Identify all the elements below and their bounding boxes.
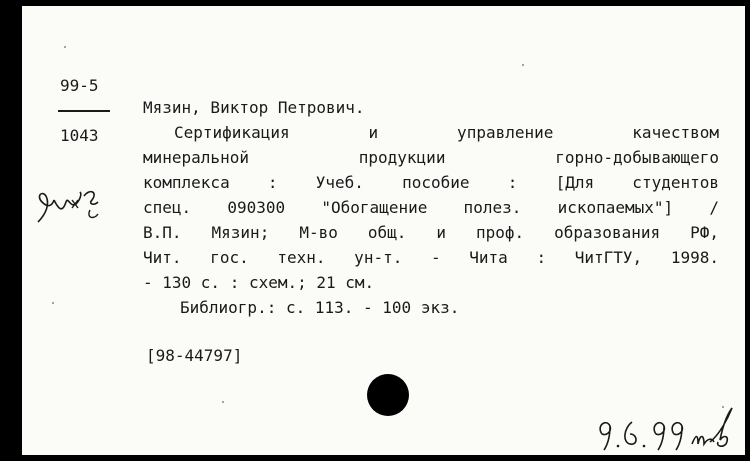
scan-speck (222, 401, 224, 403)
description-line-6: Чит. гос. техн. ун-т. - Чита : ЧитГТУ, 1998. (143, 248, 719, 267)
author-heading: Мязин, Виктор Петрович. (143, 98, 365, 117)
description-line-5: В.П. Мязин; М-во общ. и проф. образования РФ, (143, 223, 719, 242)
scan-speck (64, 46, 66, 48)
shelf-code: 99-5 (60, 76, 99, 95)
record-number: [98-44797] (146, 346, 243, 365)
description-line-7: - 130 с. : схем.; 21 см. (143, 273, 375, 292)
scan-speck (52, 302, 54, 304)
description-line-3: комплекса : Учеб. пособие : [Для студентов (143, 173, 719, 192)
handwritten-copies-mark (32, 174, 112, 230)
description-line-1: Сертификация и управление качеством (174, 123, 719, 142)
scan-speck (722, 406, 724, 408)
description-line-4: спец. 090300 "Обогащение полез. ископаемых"] / (143, 198, 719, 217)
description-line-2: минеральной продукции горно-добывающего (143, 148, 719, 167)
code-divider (58, 110, 110, 112)
scan-speck (522, 64, 524, 66)
handwritten-date-mark (592, 404, 742, 455)
catalog-card (22, 6, 745, 455)
bibliography-note: Библиогр.: с. 113. - 100 экз. (180, 298, 460, 317)
inventory-number: 1043 (60, 126, 99, 145)
card-punch-hole (367, 374, 409, 416)
